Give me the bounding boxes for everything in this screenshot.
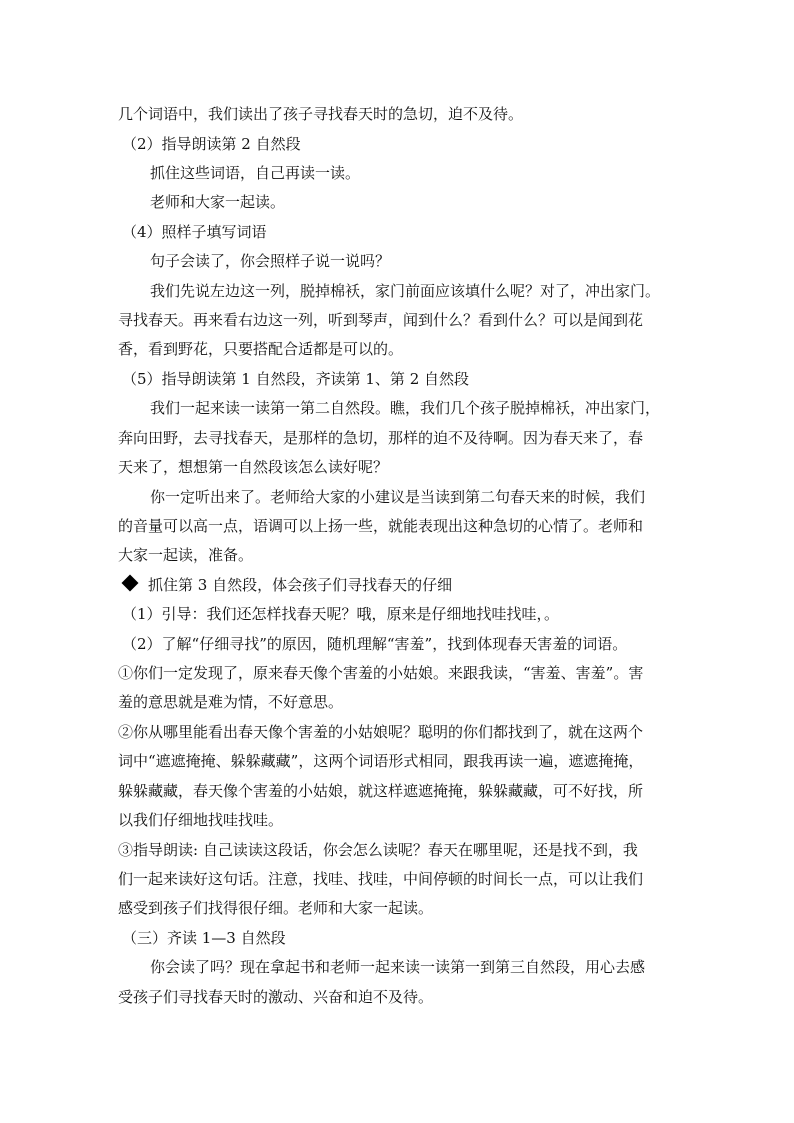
- paragraph-line: 香，看到野花，只要搭配合适都是可以的。: [118, 340, 404, 358]
- paragraph-line: 躲躲藏藏，春天像个害羞的小姑娘，就这样遮遮掩掩，躲躲藏藏，可不好找，所: [118, 782, 644, 800]
- paragraph-line: 你一定听出来了。老师给大家的小建议是当读到第二句春天来的时候，我们: [150, 488, 646, 506]
- bullet-heading: [118, 575, 452, 595]
- paragraph-line: 我们先说左边这一列，脱掉棉袄，家门前面应该填什么呢？对了，冲出家门。: [150, 282, 661, 300]
- paragraph-line: 们一起来读好这句话。注意，找哇、找哇，中间停顿的时间长一点，可以让我们: [118, 870, 644, 888]
- section-heading: （5）指导朗读第 1 自然段，齐读第 1、第 2 自然段: [122, 370, 470, 388]
- paragraph-line: 老师和大家一起读。: [150, 193, 286, 211]
- paragraph-line: 你会读了吗？现在拿起书和老师一起来读一读第一到第三自然段，用心去感: [150, 958, 646, 976]
- section-heading: （4）照样子填写词语: [122, 223, 267, 241]
- paragraph-line: 奔向田野，去寻找春天，是那样的急切，那样的迫不及待啊。因为春天来了，春: [118, 429, 644, 447]
- section-heading: （1）引导：我们还怎样找春天呢？哦，原来是仔细地找哇找哇，。: [122, 605, 560, 623]
- paragraph-line: 以我们仔细地找哇找哇。: [118, 811, 284, 829]
- paragraph-line: 几个词语中，我们读出了孩子寻找春天时的急切，迫不及待。: [118, 105, 524, 123]
- paragraph-line: 天来了，想想第一自然段该怎么读好呢？: [118, 458, 389, 476]
- section-heading: （三）齐读 1—3 自然段: [122, 929, 286, 947]
- section-heading: （2）指导朗读第 2 自然段: [122, 135, 301, 153]
- bullet-heading-text: 抓住第 3 自然段，体会孩子们寻找春天的仔细: [148, 576, 453, 594]
- paragraph-line: 羞的意思就是难为情，不好意思。: [118, 693, 344, 711]
- paragraph-line: 大家一起读，准备。: [118, 546, 254, 564]
- paragraph-line: 感受到孩子们找得很仔细。老师和大家一起读。: [118, 899, 434, 917]
- paragraph-line: 抓住这些词语，自己再读一读。: [150, 164, 361, 182]
- paragraph-line: 句子会读了，你会照样子说一说吗？: [150, 252, 391, 270]
- paragraph-line: ①你们一定发现了，原来春天像个害羞的小姑娘。来跟我读，“害羞、害羞”。害: [118, 664, 644, 682]
- paragraph-line: 我们一起来读一读第一第二自然段。瞧，我们几个孩子脱掉棉袄，冲出家门，: [150, 399, 661, 417]
- paragraph-line: 词中“遮遮掩掩、躲躲藏藏”，这两个词语形式相同，跟我再读一遍，遮遮掩掩，: [118, 752, 644, 770]
- diamond-bullet-icon: [122, 575, 139, 592]
- paragraph-line: ③指导朗读: 自己读读这段话，你会怎么读呢？春天在哪里呢，还是找不到，我: [118, 841, 638, 859]
- paragraph-line: 寻找春天。再来看右边这一列，听到琴声，闻到什么？看到什么？可以是闻到花: [118, 311, 644, 329]
- section-heading: （2）了解“仔细寻找”的原因，随机理解“害羞”，找到体现春天害羞的词语。: [122, 635, 628, 653]
- paragraph-line: 受孩子们寻找春天时的激动、兴奋和迫不及待。: [118, 988, 434, 1006]
- paragraph-line: ②你从哪里能看出春天像个害羞的小姑娘呢？聪明的你们都找到了，就在这两个: [118, 723, 644, 741]
- paragraph-line: 的音量可以高一点，语调可以上扬一些，就能表现出这种急切的心情了。老师和: [118, 517, 644, 535]
